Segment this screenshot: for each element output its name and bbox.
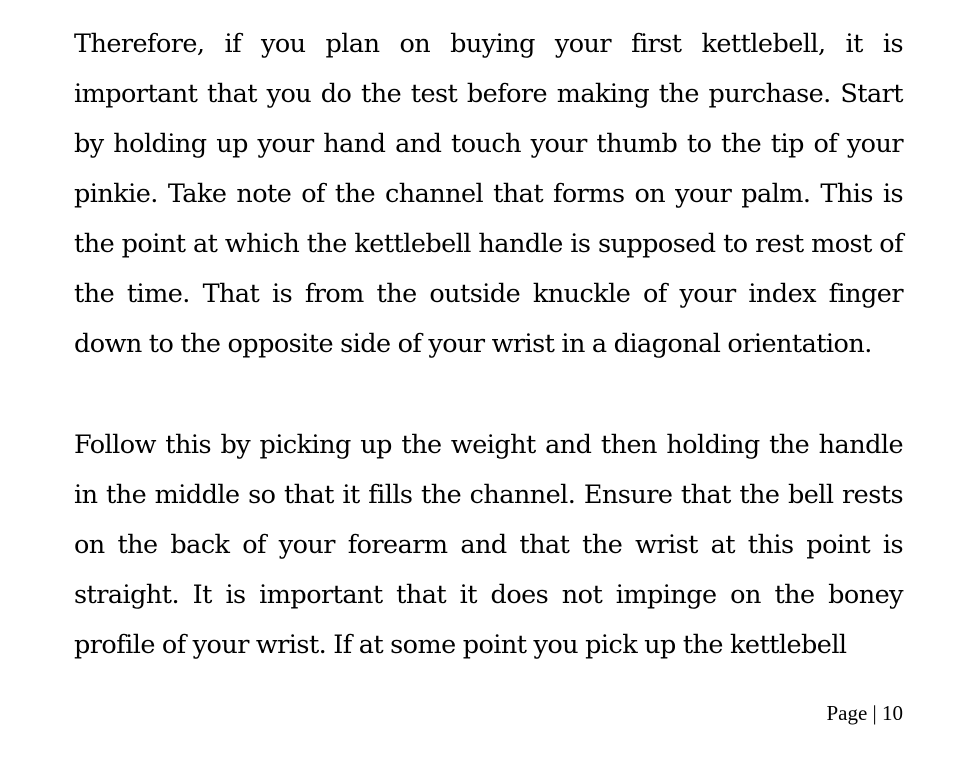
page-number-footer: Page | 10 — [826, 701, 903, 725]
body-paragraph-2: Follow this by picking up the weight and then holding the handle in the middle so that it fills the channel. Ensure that the bell rests on the back of your forearm and that the wrist at this point is straight. It is important that it does not impinge on the boney profile of your wrist. If at some point you pick up the kettlebell — [74, 430, 903, 660]
body-paragraph-1: Therefore, if you plan on buying your first kettlebell, it is important that you do the test before making the purchase. Start by holding up your hand and touch your thumb to the tip of your pinkie. Take note of the channel that forms on your palm. This is the point at which the kettlebell handle is supposed to rest most of the time. That is from the outside knuckle of your index finger down to the opposite side of your wrist in a diagonal orientation. — [74, 29, 903, 359]
